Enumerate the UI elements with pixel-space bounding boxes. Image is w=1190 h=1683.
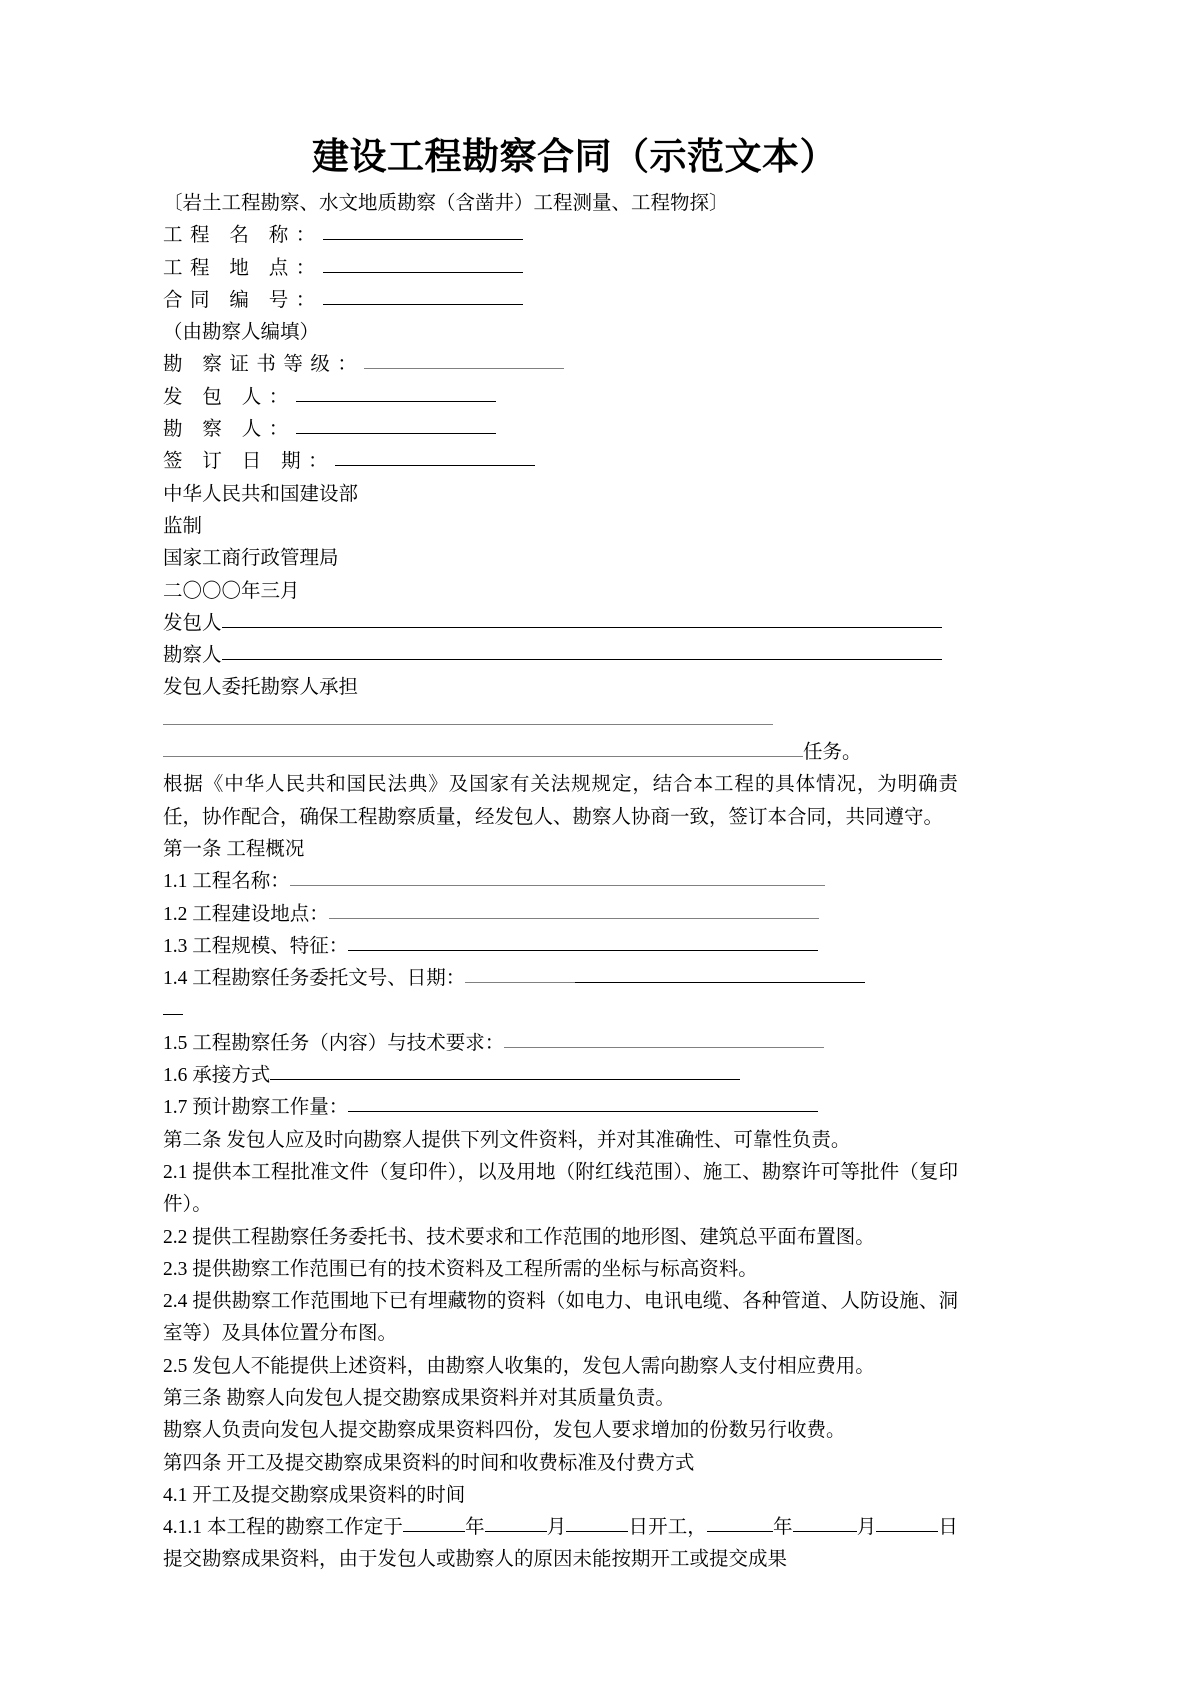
item-1-7 xyxy=(163,1092,958,1124)
party-line-surveyor xyxy=(163,640,958,672)
item-2-5: 2.5 发包人不能提供上述资料，由勘察人收集的，发包人需向勘察人支付相应费用。 xyxy=(163,1355,875,1377)
entrust-line-continued xyxy=(163,737,958,769)
item-4-1-1-unit-day-1: 日开工， xyxy=(628,1517,707,1539)
field-contract-number-blank[interactable] xyxy=(323,285,523,305)
entrust-blank-1[interactable] xyxy=(163,705,773,725)
field-certificate-grade xyxy=(163,349,958,381)
item-4-1-1-prefix: 4.1.1 本工程的勘察工作定于 xyxy=(163,1517,403,1539)
item-1-7-blank[interactable] xyxy=(348,1092,818,1112)
item-2-4: 2.4 提供勘察工作范围地下已有埋藏物的资料（如电力、电讯电缆、各种管道、人防设施、洞室等）及具体位置分布图。 xyxy=(163,1291,958,1345)
item-1-1-label: 1.1 工程名称： xyxy=(163,871,290,893)
item-1-2 xyxy=(163,899,958,931)
item-4-1-1-tail: 日提交勘察成果资料，由于发包人或勘察人的原因未能按期开工或提交成果 xyxy=(163,1517,958,1571)
item-1-4-blank-a[interactable] xyxy=(465,963,575,983)
item-2-2: 2.2 提供工程勘察任务委托书、技术要求和工作范围的地形图、建筑总平面布置图。 xyxy=(163,1226,875,1248)
item-4-1-1 xyxy=(163,1512,958,1577)
item-1-4 xyxy=(163,963,958,995)
entrust-line xyxy=(163,672,958,737)
field-sign-date-label: 签 订 日 期： xyxy=(163,451,336,473)
field-surveyor xyxy=(163,414,958,446)
item-1-3-label: 1.3 工程规模、特征： xyxy=(163,935,349,957)
item-4-1-1-unit-year-2: 年 xyxy=(772,1517,793,1539)
item-1-2-blank[interactable] xyxy=(329,899,819,919)
party-line-surveyor-blank[interactable] xyxy=(222,640,942,660)
field-contract-number-label: 合同 编 号： xyxy=(163,289,323,311)
article-1-heading: 第一条 工程概况 xyxy=(163,838,305,860)
item-1-3-blank[interactable] xyxy=(348,931,818,951)
item-1-6-label: 1.6 承接方式 xyxy=(163,1065,271,1087)
field-project-location-label: 工程 地 点： xyxy=(163,257,323,279)
field-sign-date xyxy=(163,446,958,478)
party-line-client xyxy=(163,608,958,640)
article-3-body: 勘察人负责向发包人提交勘察成果资料四份，发包人要求增加的份数另行收费。 xyxy=(163,1420,846,1442)
cover-note: （由勘察人编填） xyxy=(163,322,320,344)
item-2-3: 2.3 提供勘察工作范围已有的技术资料及工程所需的坐标与标高资料。 xyxy=(163,1258,758,1280)
issuer-line-ministry: 中华人民共和国建设部 xyxy=(163,483,359,505)
item-4-1-1-unit-year-1: 年 xyxy=(464,1517,485,1539)
issuer-line-supervision: 监制 xyxy=(163,515,203,537)
item-4-1: 4.1 开工及提交勘察成果资料的时间 xyxy=(163,1484,466,1506)
field-sign-date-blank[interactable] xyxy=(335,446,535,466)
entrust-blank-2[interactable] xyxy=(163,737,803,757)
page-title: 建设工程勘察合同（示范文本） xyxy=(312,136,837,177)
item-4-1-1-blank-start-year[interactable] xyxy=(403,1512,465,1532)
field-certificate-grade-label: 勘 察证书等级： xyxy=(163,354,365,376)
item-4-1-1-blank-start-month[interactable] xyxy=(485,1512,547,1532)
item-1-5 xyxy=(163,1028,958,1060)
field-project-location-blank[interactable] xyxy=(323,253,523,273)
issuer-line-administration: 国家工商行政管理局 xyxy=(163,548,339,570)
item-2-1: 2.1 提供本工程批准文件（复印件），以及用地（附红线范围）、施工、勘察许可等批件（复印件）。 xyxy=(163,1161,958,1216)
document-body xyxy=(163,130,958,1577)
field-project-name-label: 工程 名 称： xyxy=(163,225,323,247)
party-line-client-blank[interactable] xyxy=(222,608,942,628)
article-3-heading: 第三条 勘察人向发包人提交勘察成果资料并对其质量负责。 xyxy=(163,1387,675,1409)
field-client xyxy=(163,382,958,414)
item-1-4-wrap xyxy=(163,995,958,1027)
issuer-line-date: 二〇〇〇年三月 xyxy=(163,580,300,602)
item-1-3 xyxy=(163,931,958,963)
item-1-1 xyxy=(163,866,958,898)
item-4-1-1-blank-end-month[interactable] xyxy=(793,1512,857,1532)
preamble-paragraph: 根据《中华人民共和国民法典》及国家有关法规规定，结合本工程的具体情况，为明确责任，协作配合，确保工程勘察质量，经发包人、勘察人协商一致，签订本合同，共同遵守。 xyxy=(163,774,958,828)
party-line-client-label: 发包人 xyxy=(163,612,222,634)
field-project-name-blank[interactable] xyxy=(323,220,523,240)
item-4-1-1-blank-end-day[interactable] xyxy=(876,1512,938,1532)
field-contract-number xyxy=(163,285,958,317)
item-4-1-1-unit-month-2: 月 xyxy=(856,1517,877,1539)
entrust-label: 发包人委托勘察人承担 xyxy=(163,677,359,699)
field-client-label: 发 包 人： xyxy=(163,386,296,408)
article-2-heading: 第二条 发包人应及时向勘察人提供下列文件资料，并对其准确性、可靠性负责。 xyxy=(163,1129,851,1151)
field-certificate-grade-blank[interactable] xyxy=(364,349,564,369)
item-1-1-blank[interactable] xyxy=(290,866,825,886)
item-4-1-1-unit-month-1: 月 xyxy=(546,1517,567,1539)
item-1-5-label: 1.5 工程勘察任务（内容）与技术要求： xyxy=(163,1032,505,1054)
field-surveyor-label: 勘 察 人： xyxy=(163,419,296,441)
item-1-6-blank[interactable] xyxy=(270,1060,740,1080)
entrust-suffix: 任务。 xyxy=(803,742,862,764)
field-project-name xyxy=(163,220,958,252)
item-1-4-blank-wrap[interactable] xyxy=(163,995,183,1015)
item-1-4-blank-b[interactable] xyxy=(575,963,865,983)
party-line-surveyor-label: 勘察人 xyxy=(163,645,222,667)
item-1-2-label: 1.2 工程建设地点： xyxy=(163,903,329,925)
article-4-heading: 第四条 开工及提交勘察成果资料的时间和收费标准及付费方式 xyxy=(163,1452,695,1474)
item-1-7-label: 1.7 预计勘察工作量： xyxy=(163,1097,349,1119)
field-client-blank[interactable] xyxy=(296,382,496,402)
document-subtitle: 〔岩土工程勘察、水文地质勘察（含凿井）工程测量、工程物探〕 xyxy=(163,193,729,214)
item-1-4-label: 1.4 工程勘察任务委托文号、日期： xyxy=(163,968,466,990)
item-4-1-1-blank-end-year[interactable] xyxy=(707,1512,773,1532)
item-1-5-blank[interactable] xyxy=(504,1028,824,1048)
item-1-6 xyxy=(163,1060,958,1092)
field-surveyor-blank[interactable] xyxy=(296,414,496,434)
item-4-1-1-blank-start-day[interactable] xyxy=(566,1512,628,1532)
field-project-location xyxy=(163,253,958,285)
